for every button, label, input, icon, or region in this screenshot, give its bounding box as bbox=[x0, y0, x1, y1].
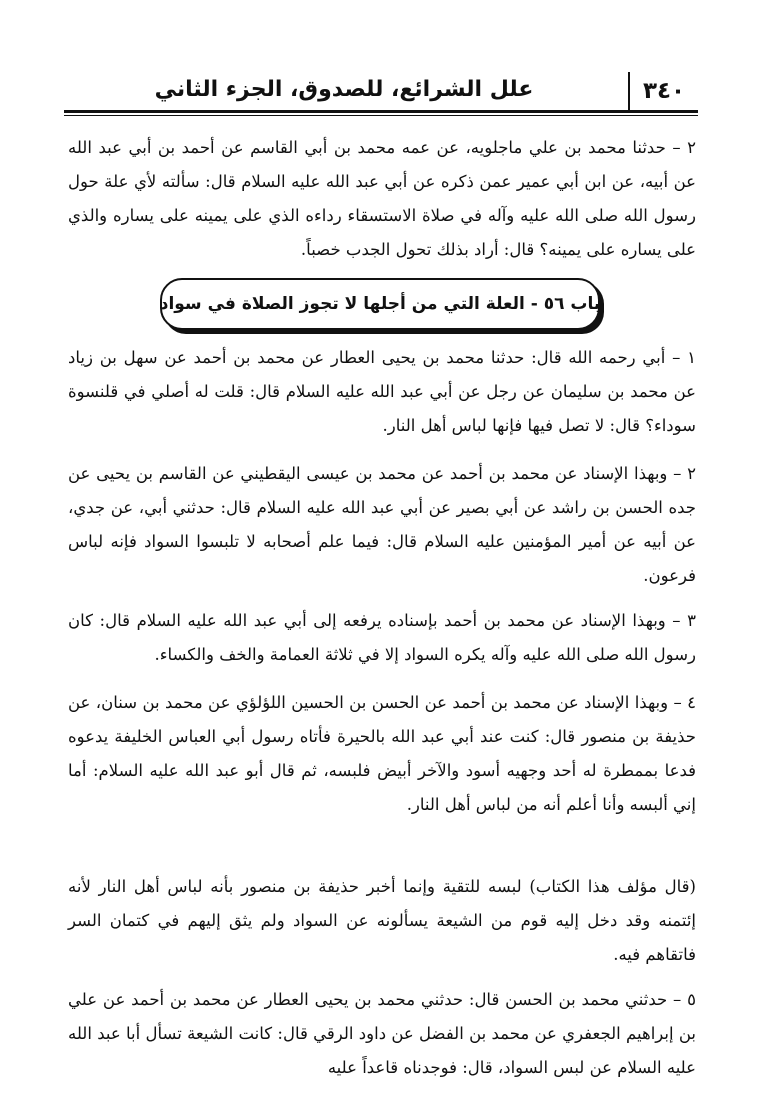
page-number: ٣٤٠ bbox=[628, 72, 698, 110]
paragraph-hadith-5: ٥ – حدثني محمد بن الحسن قال: حدثني محمد بن يحيى العطار عن محمد بن أحمد عن علي بن إبراهيم الجعفري عن محمد بن الفضل عن داود الرقي قال: كانت الشيعة تسأل أبا عبد الله عليه السلام عن لبس السواد، قال: فوجدناه قاعداً عليه bbox=[68, 990, 696, 1077]
chapter-heading: باب ٥٦ - العلة التي من أجلها لا تجوز الصلاة في سواد bbox=[159, 294, 601, 314]
paragraph-hadith-4: ٤ – وبهذا الإسناد عن محمد بن أحمد عن الحسن بن الحسين اللؤلؤي عن محمد بن سنان، عن حذيفة بن منصور قال: كنت عند أبي عبد الله بالحيرة فأتاه رسول أبي العباس الخليفة يدعوه فدعا بممطرة له أحد وجهيه أسود والآخر أبيض فلبسه، ثم قال أبو عبد الله عليه السلام: أما إني ألبسه وأنا أعلم أنه من لباس أهل النار. bbox=[68, 693, 696, 814]
paragraph-author-note: (قال مؤلف هذا الكتاب) لبسه للتقية وإنما أخبر حذيفة بن منصور بأنه لباس أهل النار لأنه إئتمنه وقد دخل إليه قوم من الشيعة يسألونه عن السواد ولم يثق إليهم في كتمان السر فاتقاهم فيه. bbox=[68, 877, 696, 964]
paragraph-hadith-1: ١ – أبي رحمه الله قال: حدثنا محمد بن يحيى العطار عن محمد بن أحمد عن سهل بن زياد عن محمد بن سليمان عن رجل عن أبي عبد الله عليه السلام قال: قلت له أصلي في قلنسوة سوداء؟ قال: لا تصل فيها فإنها لباس أهل النار. bbox=[68, 348, 696, 435]
paragraph-hadith-3: ٣ – وبهذا الإسناد عن محمد بن أحمد بإسناده يرفعه إلى أبي عبد الله عليه السلام قال: كان رسول الله صلى الله عليه وآله يكره السواد إلا في ثلاثة العمامة والخف والكساء. bbox=[68, 611, 696, 664]
header-rule-thick bbox=[64, 110, 698, 113]
paragraph-hadith-2: ٢ – وبهذا الإسناد عن محمد بن أحمد عن محمد بن عيسى اليقطيني عن القاسم بن يحيى عن جده الحسن بن راشد عن أبي بصير عن أبي عبد الله عليه السلام قال: حدثني أبي، عن جدي، عن أبيه عن أمير المؤمنين عليه السلام قال: فيما علم أصحابه لا تلبسوا السواد فإنه لباس فرعون. bbox=[68, 464, 696, 585]
chapter-heading-box bbox=[160, 278, 600, 330]
header-rule-thin bbox=[64, 115, 698, 116]
running-header-title: علل الشرائع، للصدوق، الجزء الثاني bbox=[154, 77, 534, 102]
paragraph-hadith-2-prev-chapter: ٢ – حدثنا محمد بن علي ماجلويه، عن عمه محمد بن أبي القاسم عن أحمد بن أبي عبد الله عن أبيه، عن ابن أبي عمير عمن ذكره عن أبي عبد الله عليه السلام قال: سألته لأي علة حول رسول الله صلى الله عليه وآله في صلاة الاستسقاء رداءه الذي على يمينه على يساره والذي على يساره على يمينه؟ قال: أراد بذلك تحول الجدب خصباً. bbox=[68, 138, 696, 259]
